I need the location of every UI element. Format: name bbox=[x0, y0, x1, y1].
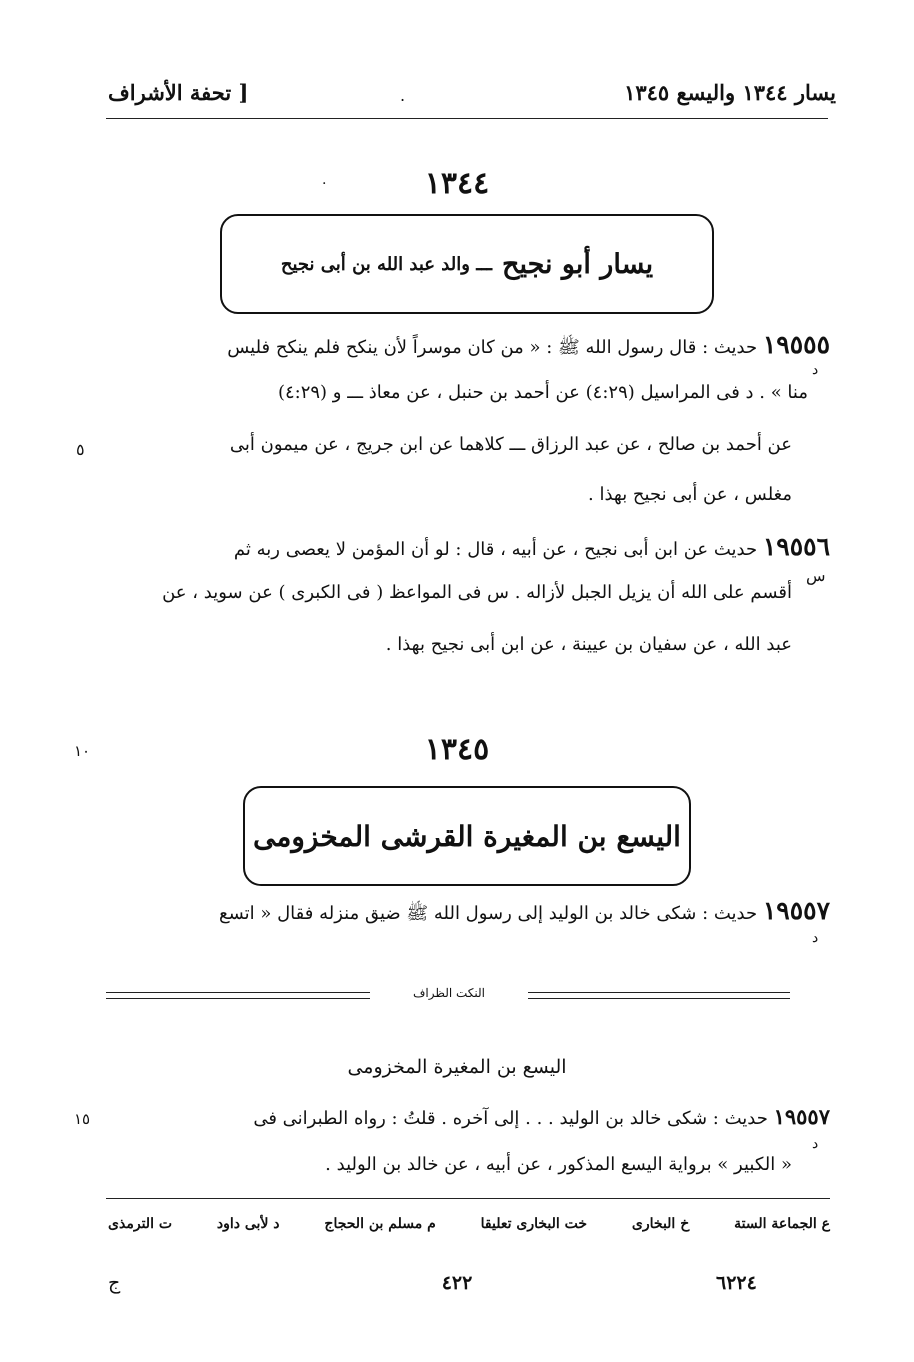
hadith-text: حديث عن ابن أبى نجيح ، عن أبيه ، قال : لو أن المؤمن لا يعصى ربه ثم bbox=[233, 539, 758, 560]
margin-siglum: س bbox=[806, 566, 826, 585]
line-number: ١٠ bbox=[74, 742, 91, 760]
abbrev-item: خت البخارى تعليقا bbox=[480, 1216, 588, 1232]
footnote-rule bbox=[106, 1198, 830, 1199]
hadith-line bbox=[227, 330, 830, 362]
hadith-line: أقسم على الله أن يزيل الجبل لأزاله . س فى المواعظ ( فى الكبرى ) عن سويد ، عن bbox=[162, 582, 792, 603]
running-head-right: يسار ١٣٤٤ واليسع ١٣٤٥ bbox=[624, 80, 836, 105]
hadith-line: منا » . د فى المراسيل (٤:٢٩) عن أحمد بن حنبل ، عن معاذ ـــ و (٤:٢٩) bbox=[277, 382, 808, 403]
running-head-left: [ تحفة الأشراف bbox=[108, 80, 249, 105]
nukat-text: حديث : شكى خالد بن الوليد . . . إلى آخره . قلتُ : رواه الطبرانى فى bbox=[253, 1108, 768, 1129]
abbrev-item: م مسلم بن الحجاج bbox=[324, 1216, 436, 1232]
abbrev-item: خ البخارى bbox=[631, 1216, 690, 1232]
line-number: ١٥ bbox=[74, 1110, 91, 1128]
margin-siglum: د bbox=[812, 362, 819, 378]
abbrev-item: ت الترمذى bbox=[108, 1216, 173, 1232]
abbreviations-key bbox=[108, 1216, 830, 1232]
section-number-1345: ١٣٤٥ bbox=[424, 732, 490, 767]
abbrev-item: د لأبى داود bbox=[216, 1216, 280, 1232]
hadith-number: ١٩٥٥٥ bbox=[762, 330, 830, 359]
hadith-text: حديث : شكى خالد بن الوليد إلى رسول الله ﷺ ضيق منزله فقال « اتسع bbox=[218, 903, 758, 924]
section-title-sub: ـــ والد عبد الله بن أبى نجيح bbox=[280, 253, 493, 275]
hadith-number: ١٩٥٥٧ bbox=[773, 1104, 830, 1129]
line-number: ٥ bbox=[76, 440, 85, 459]
hadith-text: حديث : قال رسول الله ﷺ : « من كان موسراً لأن ينكح فلم ينكح فليس bbox=[227, 337, 758, 358]
section-number-1344: ١٣٤٤ bbox=[424, 166, 490, 201]
section-title-main: اليسع بن المغيرة القرشى المخزومى bbox=[253, 819, 681, 853]
volume-mark: ج bbox=[108, 1272, 121, 1294]
hadith-line: عن أحمد بن صالح ، عن عبد الرزاق ـــ كلاهما عن ابن جريج ، عن ميمون أبى bbox=[229, 434, 792, 455]
section-title-box-1345 bbox=[243, 786, 691, 886]
nukat-heading: اليسع بن المغيرة المخزومى bbox=[347, 1056, 567, 1078]
nukat-line bbox=[253, 1104, 830, 1129]
hadith-line bbox=[219, 896, 830, 928]
hadith-line: مغلس ، عن أبى نجيح بهذا . bbox=[588, 484, 792, 505]
hadith-number: ١٩٥٥٦ bbox=[762, 532, 830, 561]
margin-siglum: د bbox=[812, 1136, 819, 1152]
hadith-range-footer: ٦٢٢٤ bbox=[716, 1272, 757, 1294]
section-title-box-1344 bbox=[220, 214, 714, 314]
header-rule bbox=[106, 118, 828, 119]
hadith-line: عبد الله ، عن سفيان بن عيينة ، عن ابن أبى نجيح بهذا . bbox=[385, 634, 792, 655]
page-number: ٤٢٢ bbox=[441, 1272, 473, 1294]
hadith-number: ١٩٥٥٧ bbox=[762, 896, 830, 925]
abbrev-item: ع الجماعة الستة bbox=[734, 1216, 830, 1232]
stray-dot: . bbox=[322, 172, 327, 188]
header-dot: . bbox=[400, 86, 406, 105]
hadith-line bbox=[234, 532, 830, 561]
margin-siglum: د bbox=[812, 930, 819, 946]
separator-label: النكت الظراف bbox=[370, 986, 528, 1000]
nukat-line: « الكبير » برواية اليسع المذكور ، عن أبيه ، عن خالد بن الوليد . bbox=[325, 1154, 792, 1175]
section-title-main: يسار أبو نجيح bbox=[502, 248, 654, 280]
